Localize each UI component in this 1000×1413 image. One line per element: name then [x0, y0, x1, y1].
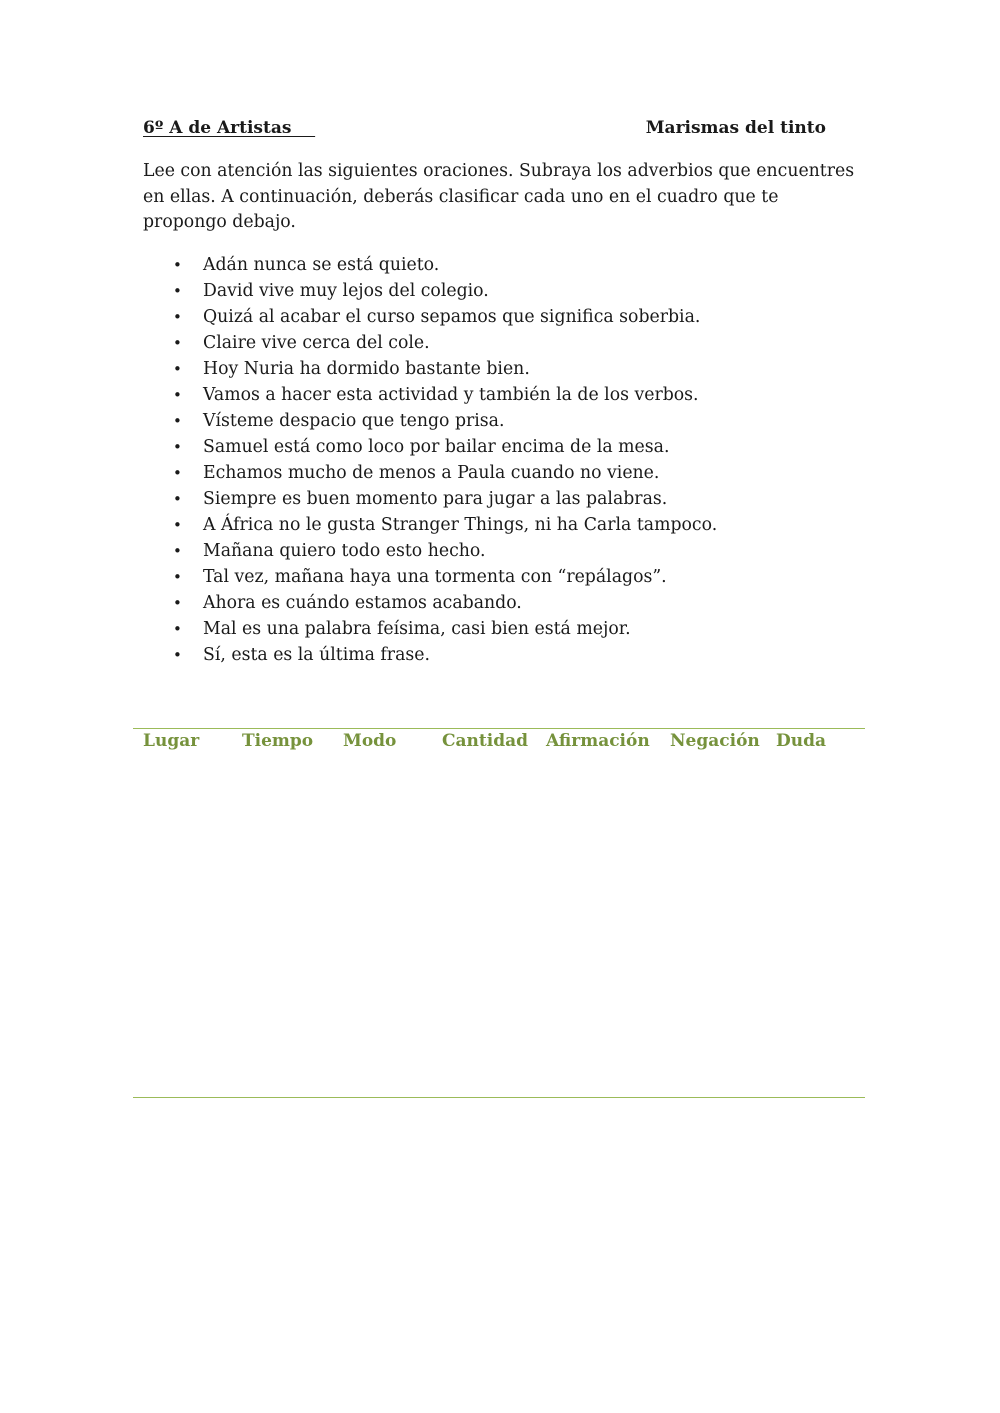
sentence-item: • David vive muy lejos del colegio. [143, 278, 863, 304]
category-tiempo: Tiempo [242, 731, 314, 751]
sentence-item: • Mañana quiero todo esto hecho. [143, 538, 863, 564]
category-cantidad: Cantidad [442, 731, 529, 751]
sentence-item: • Tal vez, mañana haya una tormenta con “repálagos”. [143, 564, 863, 590]
sentence-item: • Vamos a hacer esta actividad y también la de los verbos. [143, 382, 863, 408]
sentence-list [143, 252, 863, 668]
sentence-item: • Siempre es buen momento para jugar a las palabras. [143, 486, 863, 512]
sentence-item: • Claire vive cerca del cole. [143, 330, 863, 356]
sentence-item: • Vísteme despacio que tengo prisa. [143, 408, 863, 434]
sentence-item: • Ahora es cuándo estamos acabando. [143, 590, 863, 616]
sentence-item: • Adán nunca se está quieto. [143, 252, 863, 278]
sentence-item: • Echamos mucho de menos a Paula cuando no viene. [143, 460, 863, 486]
category-lugar: Lugar [143, 731, 200, 751]
sentence-item: • Hoy Nuria ha dormido bastante bien. [143, 356, 863, 382]
category-negacion: Negación [670, 731, 760, 751]
category-modo: Modo [343, 731, 397, 751]
page-header [143, 118, 826, 142]
category-duda: Duda [776, 731, 827, 751]
school-name: Marismas del tinto [645, 118, 826, 138]
class-name: 6º A de Artistas [143, 118, 316, 138]
sentence-item: • Sí, esta es la última frase. [143, 642, 863, 668]
sentence-item: • Quizá al acabar el curso sepamos que significa soberbia. [143, 304, 863, 330]
sentence-item: • Mal es una palabra feísima, casi bien está mejor. [143, 616, 863, 642]
sentence-item: • Samuel está como loco por bailar encima de la mesa. [143, 434, 863, 460]
instructions-paragraph: Lee con atención las siguientes oraciones. Subraya los adverbios que encuentres en ellas. A continuación, deberás clasificar cada uno en el cuadro que te propongo debajo. [143, 161, 855, 232]
table-bottom-rule [133, 1097, 865, 1098]
category-afirmacion: Afirmación [546, 731, 650, 751]
sentence-item: • A África no le gusta Stranger Things, ni ha Carla tampoco. [143, 512, 863, 538]
classification-table-header [143, 729, 863, 753]
